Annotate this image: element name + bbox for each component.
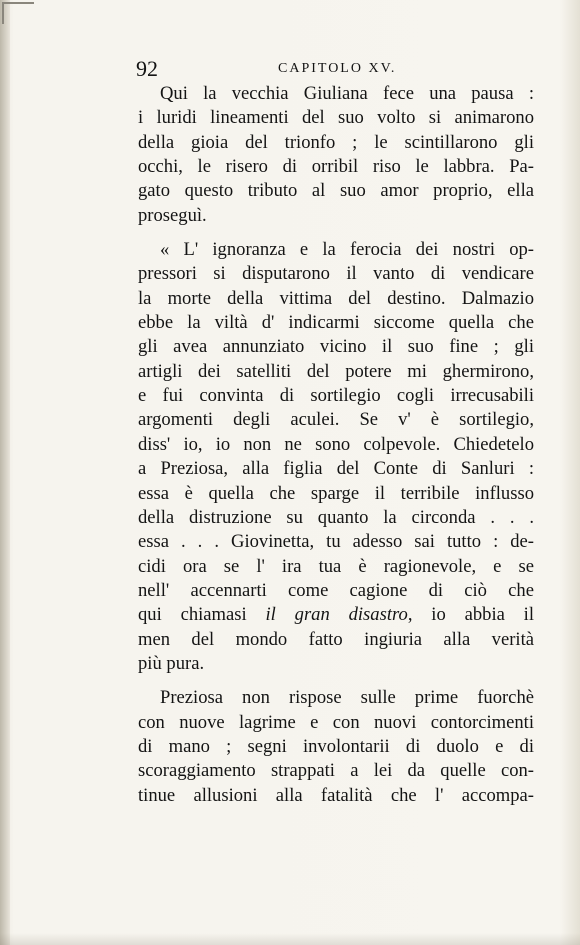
text-line: di mano ; segni involontarii di duolo e di bbox=[138, 735, 534, 757]
text-line: della distruzione su quanto la circonda . . . bbox=[138, 506, 534, 528]
page-bottom-edge bbox=[0, 933, 580, 945]
page-number: 92 bbox=[136, 56, 158, 81]
text-line: gli avea annunziato vicino il suo fine ; gli bbox=[138, 336, 534, 358]
page-binding-edge bbox=[0, 0, 10, 945]
text-line: « L' ignoranza e la ferocia dei nostri op- bbox=[160, 239, 534, 261]
corner-mark bbox=[2, 2, 34, 24]
text-line-mixed bbox=[138, 603, 534, 627]
text-line: i luridi lineamenti del suo volto si animarono bbox=[138, 107, 534, 129]
text-line: con nuove lagrime e con nuovi contorcimenti bbox=[138, 711, 534, 733]
text-line: essa . . . Giovinetta, tu adesso sai tutto : de- bbox=[138, 531, 534, 553]
text-line: pressori si disputarono il vanto di vendicare bbox=[138, 263, 534, 285]
text-line: ebbe la viltà d' indicarmi siccome quella che bbox=[138, 312, 534, 334]
running-head: CAPITOLO XV. bbox=[278, 61, 397, 76]
text-line: proseguì. bbox=[138, 204, 207, 226]
text-line: diss' io, io non ne sono colpevole. Chiedetelo bbox=[138, 433, 534, 455]
text-line: gato questo tributo al suo amor proprio, ella bbox=[138, 180, 534, 202]
text-line: e fui convinta di sortilegio cogli irrecusabili bbox=[138, 385, 534, 407]
text-line: tinue allusioni alla fatalità che l' accompa- bbox=[138, 784, 534, 806]
body-text bbox=[138, 82, 534, 808]
text-line: essa è quella che sparge il terribile influsso bbox=[138, 482, 534, 504]
text-fragment: , io abbia il bbox=[407, 604, 535, 626]
text-line: argomenti degli aculei. Se v' è sortilegio, bbox=[138, 409, 534, 431]
italic-phrase: il gran disastro bbox=[265, 604, 408, 626]
text-line: Qui la vecchia Giuliana fece una pausa : bbox=[160, 83, 534, 104]
text-line: più pura. bbox=[138, 652, 205, 674]
text-line: occhi, le risero di orribil riso le labbra. Pa- bbox=[138, 156, 534, 178]
text-line: a Preziosa, alla figlia del Conte di Sanluri : bbox=[138, 458, 534, 480]
text-line: men del mondo fatto ingiuria alla verità bbox=[138, 628, 534, 650]
text-line: artigli dei satelliti del potere mi ghermirono, bbox=[138, 360, 534, 382]
text-line: scoraggiamento strappati a lei da quelle con- bbox=[138, 760, 534, 782]
text-line: Preziosa non rispose sulle prime fuorchè bbox=[160, 687, 534, 709]
text-line: nell' accennarti come cagione di ciò che bbox=[138, 579, 534, 601]
text-fragment: qui chiamasi bbox=[138, 604, 247, 626]
text-line: la morte della vittima del destino. Dalmazio bbox=[138, 287, 534, 309]
text-line: della gioia del trionfo ; le scintillarono gli bbox=[138, 131, 534, 153]
text-line: cidi ora se l' ira tua è ragionevole, e se bbox=[138, 555, 534, 577]
